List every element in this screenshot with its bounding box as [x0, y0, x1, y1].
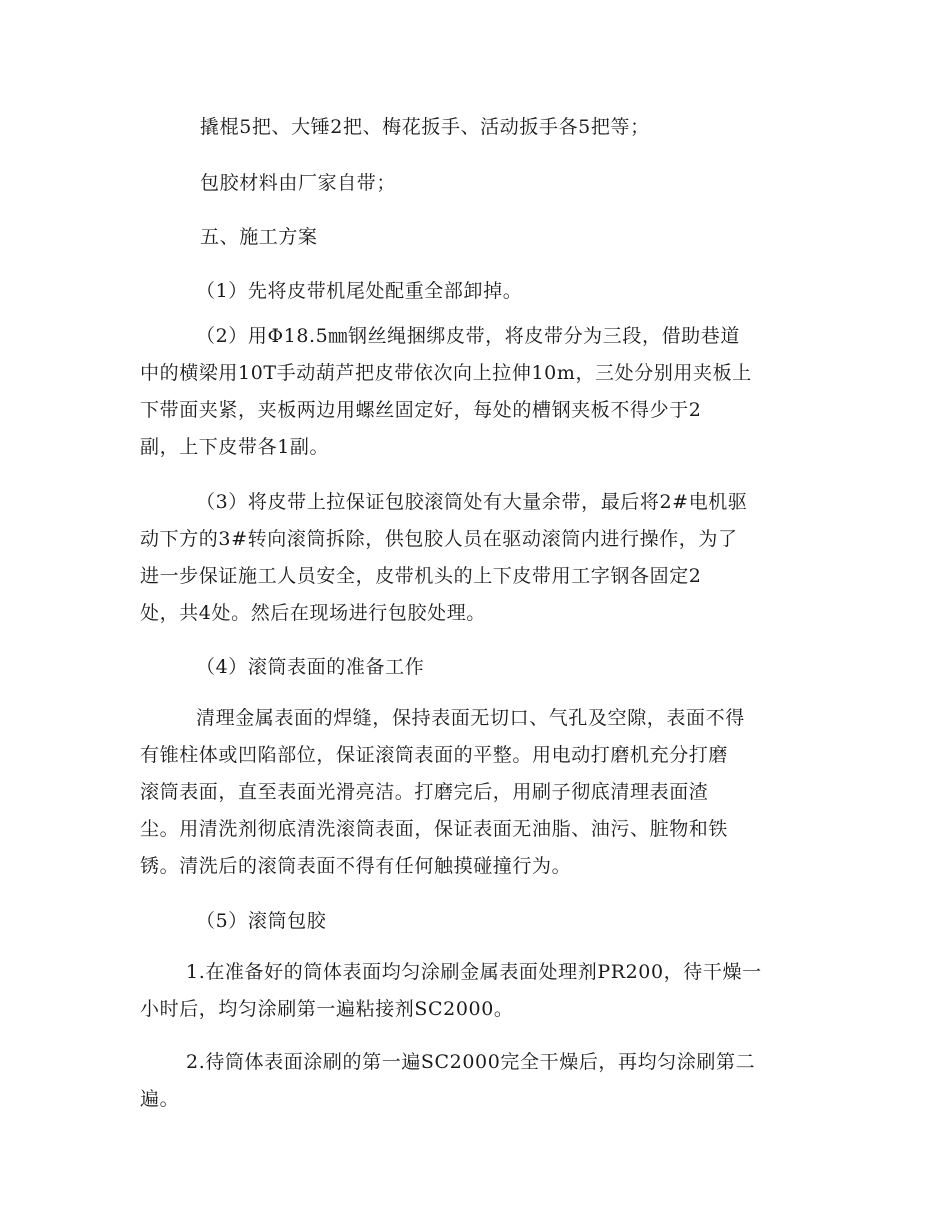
step-5: （5）滚筒包胶	[196, 910, 327, 932]
paragraph-line: 尘。用清洗剂彻底清洗滚筒表面，保证表面无油脂、油污、脏物和铁	[140, 818, 729, 840]
step-3-paragraph	[140, 484, 810, 632]
material-line: 包胶材料由厂家自带；	[200, 172, 397, 194]
paragraph-line: 1.在准备好的筒体表面均匀涂刷金属表面处理剂PR200，待干燥一	[186, 961, 762, 983]
paragraph-line: 中的横梁用10T手动葫芦把皮带依次向上拉伸10m，三处分别用夹板上	[140, 362, 752, 384]
step-4: （4）滚筒表面的准备工作	[196, 656, 425, 678]
step-2-paragraph	[140, 318, 810, 466]
tools-line: 撬棍5把、大锤2把、梅花扳手、活动扳手各5把等；	[200, 116, 650, 138]
paragraph-line: （2）用Φ18.5㎜钢丝绳捆绑皮带，将皮带分为三段，借助巷道	[196, 325, 740, 347]
section-heading: 五、施工方案	[200, 226, 318, 248]
paragraph-line: 进一步保证施工人员安全，皮带机头的上下皮带用工字钢各固定2	[140, 565, 702, 587]
paragraph-line: 清理金属表面的焊缝，保持表面无切口、气孔及空隙，表面不得	[196, 707, 745, 729]
paragraph-line: 下带面夹紧，夹板两边用螺丝固定好，每处的槽钢夹板不得少于2	[140, 399, 702, 421]
paragraph-line: 滚筒表面，直至表面光滑亮洁。打磨完后，用刷子彻底清理表面渣	[140, 781, 709, 803]
item-1-paragraph	[140, 954, 810, 1028]
paragraph-line: 动下方的3#转向滚筒拆除，供包胶人员在驱动滚筒内进行操作，为了	[140, 528, 738, 550]
paragraph-line: 处，共4处。然后在现场进行包胶处理。	[140, 602, 486, 624]
preparation-paragraph	[140, 700, 810, 885]
step-1: （1）先将皮带机尾处配重全部卸掉。	[196, 280, 523, 302]
paragraph-line: （3）将皮带上拉保证包胶滚筒处有大量余带，最后将2#电机驱	[196, 491, 748, 513]
item-2-paragraph	[140, 1044, 810, 1118]
paragraph-line: 遍。	[140, 1088, 180, 1110]
paragraph-line: 小时后，均匀涂刷第一遍粘接剂SC2000。	[140, 998, 514, 1020]
paragraph-line: 2.待筒体表面涂刷的第一遍SC2000完全干燥后，再均匀涂刷第二	[186, 1051, 756, 1073]
paragraph-line: 锈。清洗后的滚筒表面不得有任何触摸碰撞行为。	[140, 855, 572, 877]
paragraph-line: 有锥柱体或凹陷部位，保证滚筒表面的平整。用电动打磨机充分打磨	[140, 744, 729, 766]
paragraph-line: 副，上下皮带各1副。	[140, 436, 330, 458]
